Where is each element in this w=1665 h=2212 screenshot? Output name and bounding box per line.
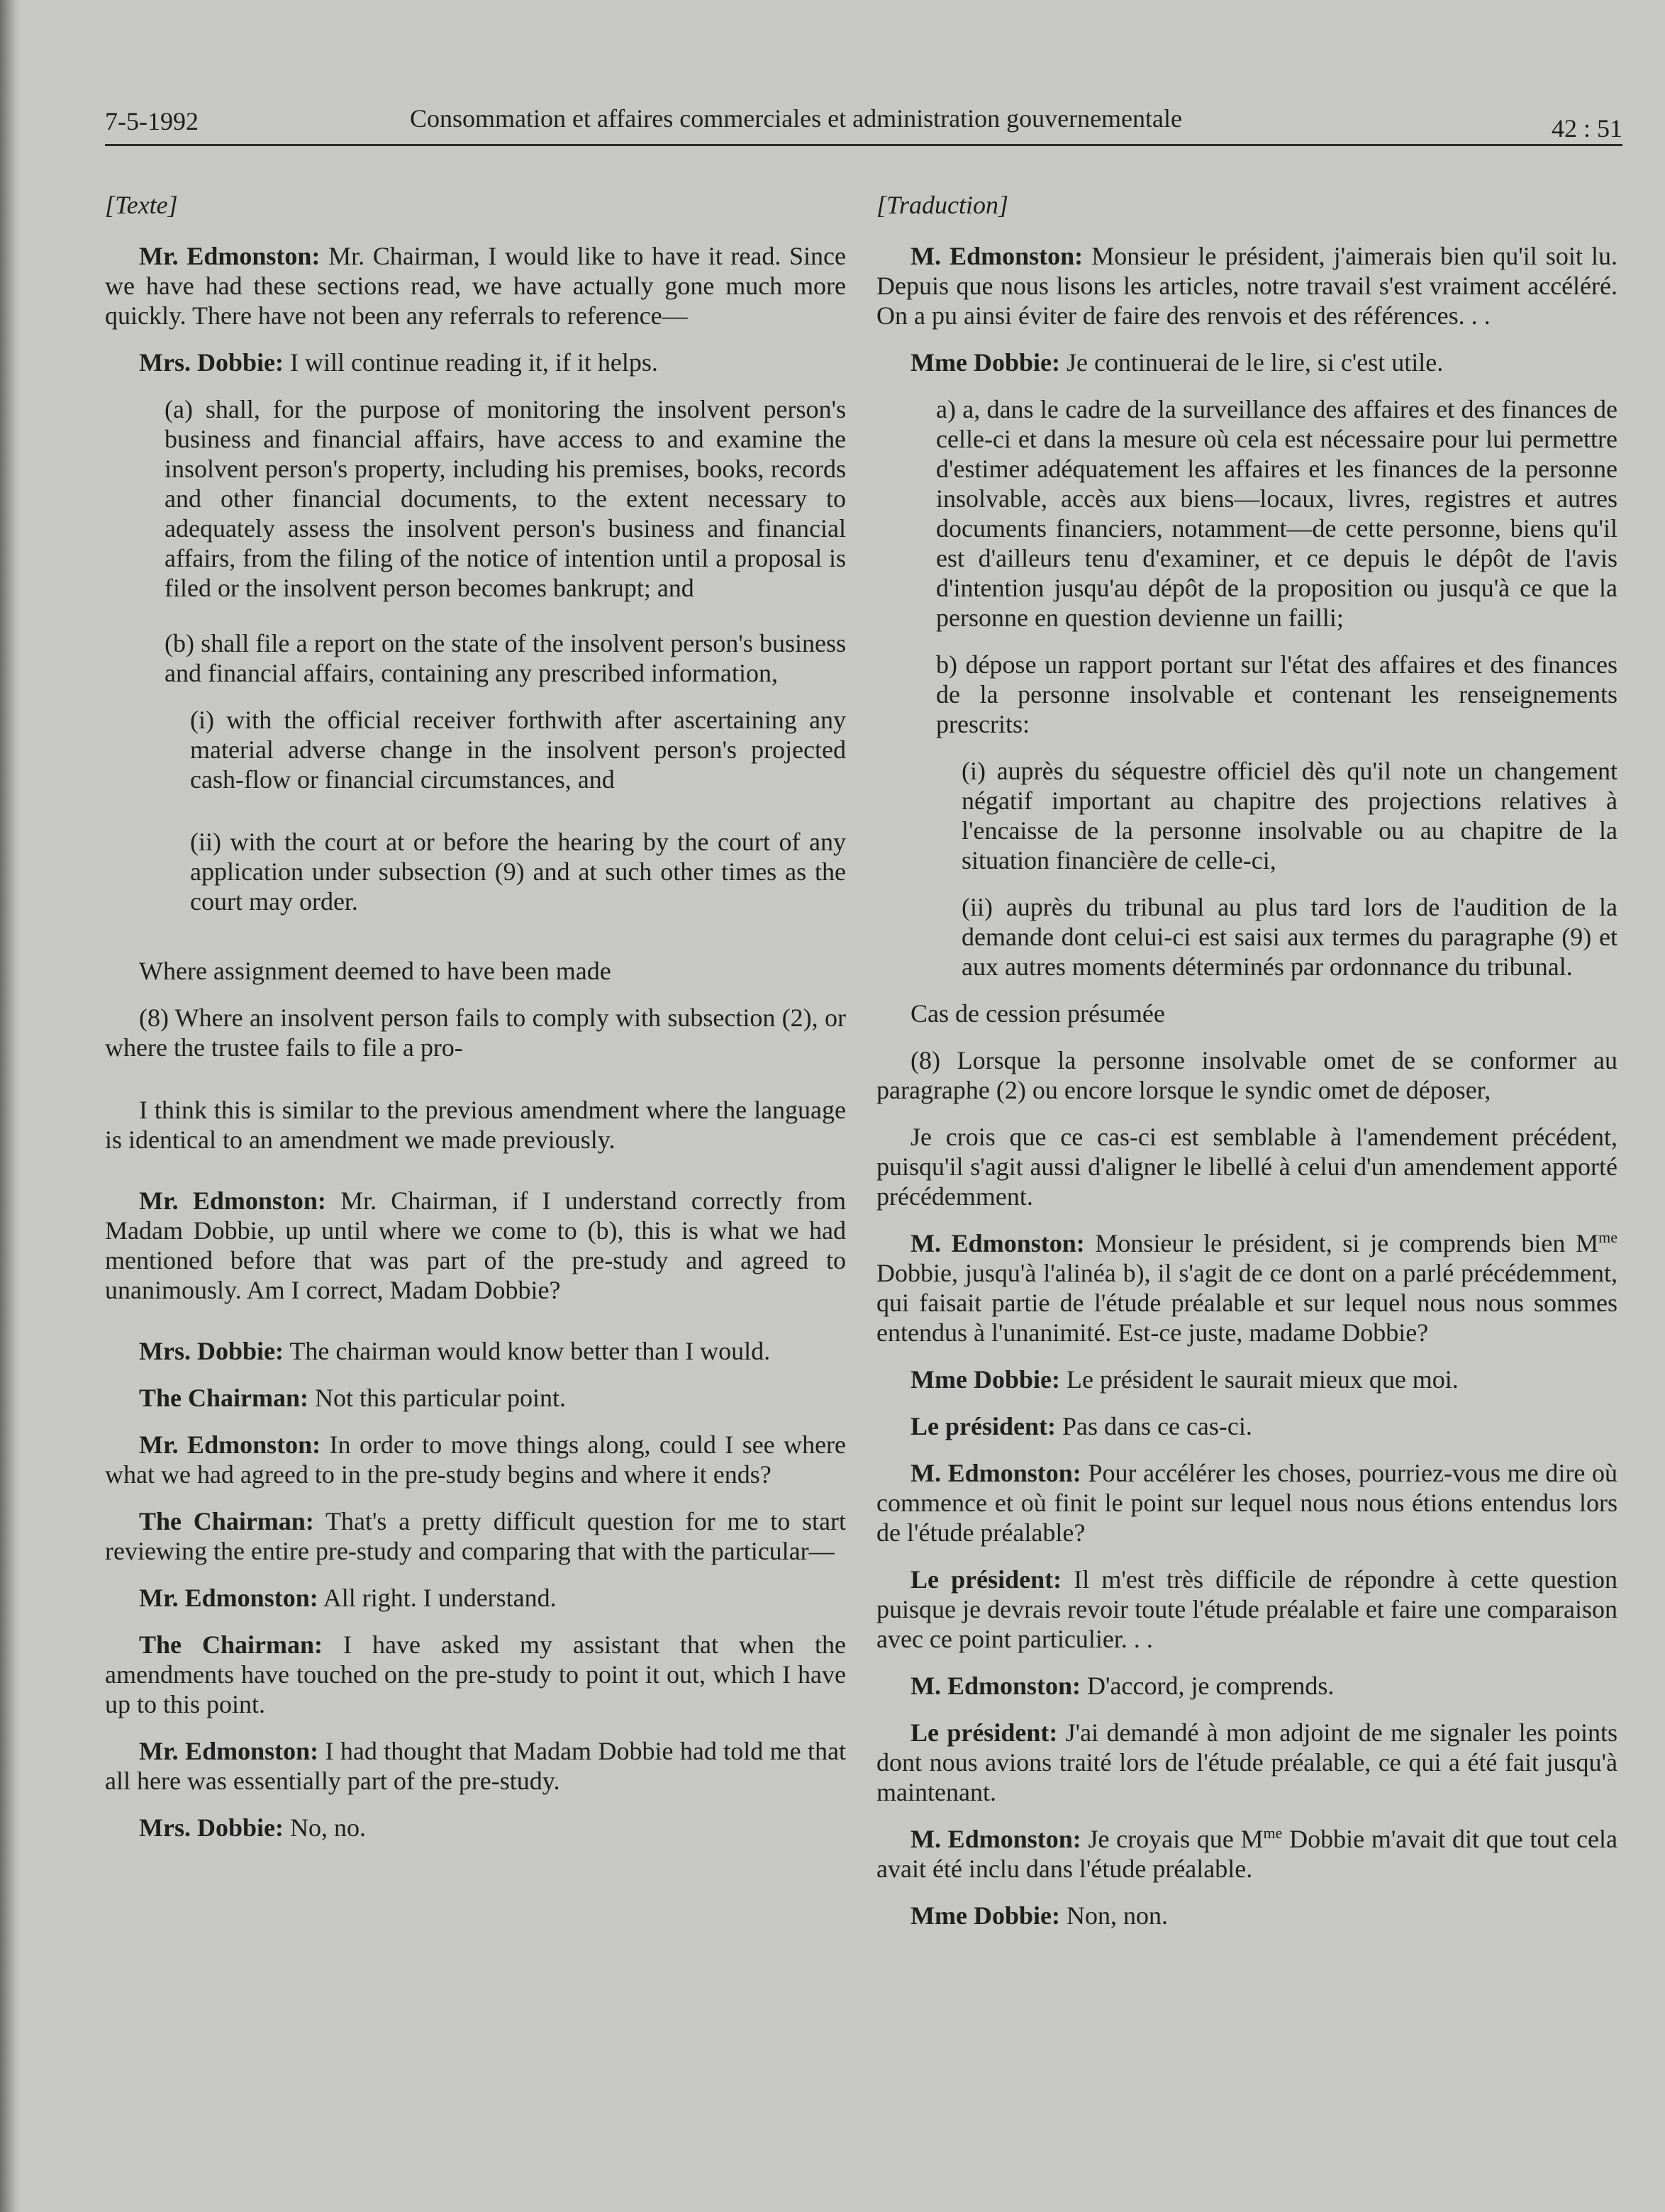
speech-paragraph <box>876 1411 1617 1441</box>
speech-text: I have asked my assistant that when the amendments have touched on the pre-study to point it out, which I have up to this point. <box>105 1630 846 1718</box>
speech-paragraph <box>105 1430 846 1489</box>
speech-text: Monsieur le président, j'aimerais bien qu'il soit lu. Depuis que nous lisons les articles, notre travail s'est vraiment accéléré. On a pu ainsi éviter de faire des renvois et des références. . . <box>876 242 1617 330</box>
page-binding-shadow <box>0 0 21 2212</box>
speaker-name: M. Edmonston: <box>911 1459 1081 1487</box>
speech-paragraph <box>105 241 846 330</box>
speaker-name: Le président: <box>911 1718 1058 1747</box>
superscript-abbreviation: me <box>1598 1228 1618 1246</box>
french-column <box>876 190 1617 1947</box>
speech-text: That's a pretty difficult question for me to start reviewing the entire pre-study and comparing that with the particular— <box>105 1507 846 1565</box>
speech-paragraph <box>876 348 1617 377</box>
speech-paragraph <box>105 1583 846 1613</box>
section-heading: Cas de cession présumée <box>911 999 1165 1028</box>
speech-paragraph <box>876 1901 1617 1930</box>
speech-text: I will continue reading it, if it helps. <box>289 348 658 377</box>
speech-text: Monsieur le président, si je comprends bien M <box>1095 1229 1599 1257</box>
speech-text: Le président le saurait mieux que moi. <box>1066 1365 1459 1394</box>
speaker-name: M. Edmonston: <box>911 1825 1081 1853</box>
speaker-name: Mrs. Dobbie: <box>139 1813 284 1842</box>
speaker-name: Mme Dobbie: <box>911 1365 1060 1394</box>
speaker-name: Mme Dobbie: <box>911 1901 1060 1930</box>
speech-text: Non, non. <box>1066 1901 1168 1930</box>
speech-text: J'ai demandé à mon adjoint de me signaler les points dont nous avions traité lors de l'étude préalable, ce qui a été fait jusqu'à maintenant. <box>876 1718 1618 1806</box>
speech-paragraph <box>105 1506 846 1566</box>
speech-text: Je croyais que M <box>1088 1825 1264 1853</box>
english-column <box>105 190 846 1860</box>
speaker-name: Le président: <box>911 1412 1056 1440</box>
speaker-name: Mr. Edmonston: <box>139 1584 318 1612</box>
speech-paragraph <box>876 1228 1617 1347</box>
speaker-name: The Chairman: <box>139 1630 323 1659</box>
speech-paragraph <box>105 1813 846 1843</box>
quoted-subclause-i: (i) auprès du séquestre officiel dès qu'il note un changement négatif important au chapitre des projections relatives à l'encaisse de la personne insolvable ou au chapitre de la situation financière de celle-ci, <box>962 757 1617 874</box>
speaker-name: The Chairman: <box>139 1384 309 1412</box>
speech-paragraph <box>105 1383 846 1413</box>
quoted-subclause-ii: (ii) with the court at or before the hearing by the court of any application under subsection (9) and at such other times as the court may order. <box>190 828 846 916</box>
speech-paragraph: I think this is similar to the previous amendment where the language is identical to an amendment we made previously. <box>105 1096 846 1154</box>
speech-paragraph: Je crois que ce cas-ci est semblable à l'amendement précédent, puisqu'il s'agit aussi d'aligner le libellé à celui d'un amendement apporté précédemment. <box>876 1123 1617 1211</box>
speech-paragraph <box>105 1336 846 1366</box>
speech-text: Pas dans ce cas-ci. <box>1062 1412 1252 1440</box>
section-heading: Where assignment deemed to have been made <box>139 957 611 985</box>
speaker-name: Mrs. Dobbie: <box>139 1337 284 1365</box>
quoted-subsection-8: (8) Lorsque la personne insolvable omet de se conformer au paragraphe (2) ou encore lorsque le syndic omet de déposer, <box>876 1046 1617 1104</box>
running-header <box>105 101 1622 146</box>
speech-text: Il m'est très difficile de répondre à cette question puisque je devrais revoir toute l'étude préalable et faire une comparaison avec ce point particulier. . . <box>876 1565 1618 1653</box>
speaker-name: M. Edmonston: <box>911 1672 1081 1700</box>
speech-paragraph <box>105 1186 846 1305</box>
quoted-clause-b: (b) shall file a report on the state of the insolvent person's business and financial affairs, containing any prescribed information, <box>165 629 846 687</box>
quoted-clause-b: b) dépose un rapport portant sur l'état des affaires et des finances de la personne insolvable et contenant les renseignements prescrits: <box>936 650 1617 738</box>
header-rule <box>105 144 1622 146</box>
quoted-subsection-8: (8) Where an insolvent person fails to comply with subsection (2), or where the trustee fails to file a pro- <box>105 1004 846 1062</box>
speech-text: All right. I understand. <box>323 1584 557 1612</box>
speech-paragraph <box>105 348 846 377</box>
speech-paragraph <box>876 1671 1617 1701</box>
speech-text: Mr. Chairman, if I understand correctly from Madam Dobbie, up until where we come to (b), this is what we had mentioned before that was part of the pre-study and agreed to unanimously. Am I correct, Madam Dobbie? <box>105 1186 846 1304</box>
speaker-name: Mr. Edmonston: <box>139 1186 326 1215</box>
speech-text: Mr. Chairman, I would like to have it read. Since we have had these sections read, we have actually gone much more quickly. There have not been any referrals to reference— <box>105 242 847 330</box>
speech-text: Pour accélérer les choses, pourriez-vous me dire où commence et où finit le point sur lequel nous nous étions entendus lors de l'étude préalable? <box>876 1459 1618 1547</box>
speaker-name: M. Edmonston: <box>911 1229 1085 1257</box>
speech-paragraph <box>876 1458 1617 1547</box>
speech-text: Dobbie m'avait dit que tout cela avait été inclu dans l'étude préalable. <box>876 1825 1618 1883</box>
speech-text: Not this particular point. <box>315 1384 566 1412</box>
speech-paragraph <box>876 1718 1617 1807</box>
speech-paragraph <box>105 1630 846 1719</box>
speech-paragraph <box>105 1736 846 1796</box>
speech-paragraph <box>876 1564 1617 1654</box>
speech-text: I had thought that Madam Dobbie had told me that all here was essentially part of the pre-study. <box>105 1737 846 1795</box>
language-tag: [Traduction] <box>876 191 1009 219</box>
speaker-name: Mr. Edmonston: <box>139 1737 319 1765</box>
speech-paragraph <box>876 241 1617 330</box>
speaker-name: Mrs. Dobbie: <box>139 348 284 377</box>
speech-paragraph <box>876 1824 1617 1884</box>
speaker-name: Mme Dobbie: <box>911 348 1060 377</box>
header-title: Consommation et affaires commerciales et administration gouvernementale <box>410 104 1182 133</box>
speaker-name: The Chairman: <box>139 1507 314 1535</box>
speech-paragraph <box>876 1365 1617 1394</box>
superscript-abbreviation: me <box>1263 1824 1283 1842</box>
speaker-name: Le président: <box>911 1565 1062 1594</box>
speech-text: No, no. <box>289 1813 366 1842</box>
quoted-subclause-ii: (ii) auprès du tribunal au plus tard lors de l'audition de la demande dont celui-ci est saisi aux termes du paragraphe (9) et aux autres moments déterminés par ordonnance du tribunal. <box>962 893 1617 981</box>
speech-text: D'accord, je comprends. <box>1087 1672 1335 1700</box>
speech-text: In order to move things along, could I see where what we had agreed to in the pre-study begins and where it ends? <box>105 1430 847 1489</box>
language-tag: [Texte] <box>105 191 178 219</box>
quoted-subclause-i: (i) with the official receiver forthwith after ascertaining any material adverse change in the insolvent person's projected cash-flow or financial circumstances, and <box>190 706 846 794</box>
header-date: 7-5-1992 <box>105 107 199 135</box>
speech-text: Dobbie, jusqu'à l'alinéa b), il s'agit de ce dont on a parlé précédemment, qui faisait partie de l'étude préalable et sur lequel nous nous sommes entendus à l'unanimité. Est-ce juste, madame Dobbie? <box>876 1259 1617 1347</box>
speaker-name: Mr. Edmonston: <box>139 242 321 270</box>
quoted-clause-a: (a) shall, for the purpose of monitoring the insolvent person's business and financial affairs, have access to and examine the insolvent person's property, including his premises, books, records and other financial documents, to the extent necessary to adequately assess the insolvent person's business and financial affairs, from the filing of the notice of intention until a proposal is filed or the insolvent person becomes bankrupt; and <box>165 395 846 602</box>
speech-text: Je continuerai de le lire, si c'est utile. <box>1066 348 1444 377</box>
header-page-number: 42 : 51 <box>1551 114 1622 143</box>
speech-text: The chairman would know better than I would. <box>289 1337 771 1365</box>
speaker-name: Mr. Edmonston: <box>139 1430 321 1459</box>
quoted-clause-a: a) a, dans le cadre de la surveillance des affaires et des finances de celle-ci et dans la mesure où cela est nécessaire pour lui permettre d'estimer adéquatement les affaires et les finances de la personne insolvable, accès aux biens—locaux, livres, registres et autres documents financiers, notamment—de cette personne, biens qu'il est d'ailleurs tenu d'examiner, et ce depuis le dépôt de l'avis d'intention jusqu'au dépôt de la proposition ou jusqu'à ce que la personne en question devienne un failli; <box>936 395 1617 632</box>
speaker-name: M. Edmonston: <box>911 242 1084 270</box>
